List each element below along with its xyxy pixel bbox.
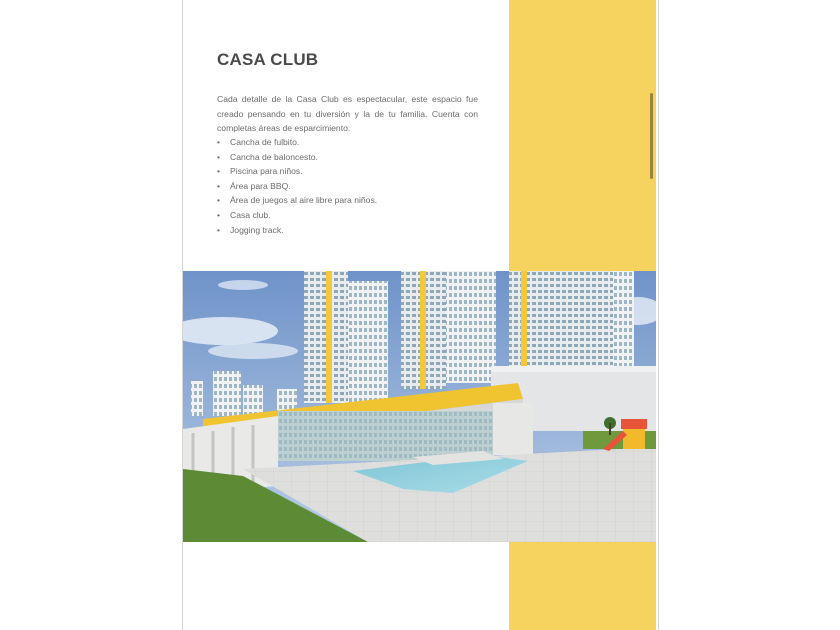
bullet-point: • — [217, 151, 221, 162]
bullet-point: • — [217, 180, 221, 191]
amenities-list — [217, 135, 487, 237]
bullet-point: • — [217, 137, 221, 147]
amenity-item — [217, 135, 487, 150]
amenity-label: Área para BBQ. — [230, 180, 291, 191]
yellow-accent-panel-top — [509, 0, 656, 272]
document-page — [183, 0, 658, 630]
bullet-point: • — [217, 224, 221, 235]
amenity-item — [217, 193, 487, 208]
playground — [621, 419, 647, 429]
amenity-item — [217, 150, 487, 165]
description-paragraph: Cada detalle de la Casa Club es espectacular, este espacio fue creado pensando en tu diversión y la de tu familia. Cuenta con completas áreas de esparcimiento. — [217, 94, 478, 134]
amenity-item — [217, 223, 487, 238]
amenity-label: Casa club. — [230, 209, 271, 220]
amenity-label: Cancha de fulbito. — [230, 137, 300, 147]
scrollbar-thumb[interactable] — [650, 93, 653, 179]
amenity-item — [217, 179, 487, 194]
page-title: CASA CLUB — [217, 50, 319, 69]
bullet-point: • — [217, 209, 221, 220]
amenity-label: Área de juegos al aire libre para niños. — [230, 195, 378, 206]
bullet-point: • — [217, 166, 221, 177]
clubhouse-photo — [183, 271, 656, 542]
amenity-label: Piscina para niños. — [230, 166, 303, 177]
amenity-item — [217, 164, 487, 179]
amenity-label: Cancha de baloncesto. — [230, 151, 318, 162]
bullet-point: • — [217, 195, 221, 206]
amenity-label: Jogging track. — [230, 224, 284, 235]
amenity-item — [217, 208, 487, 223]
yellow-accent-panel-bottom — [509, 542, 656, 630]
